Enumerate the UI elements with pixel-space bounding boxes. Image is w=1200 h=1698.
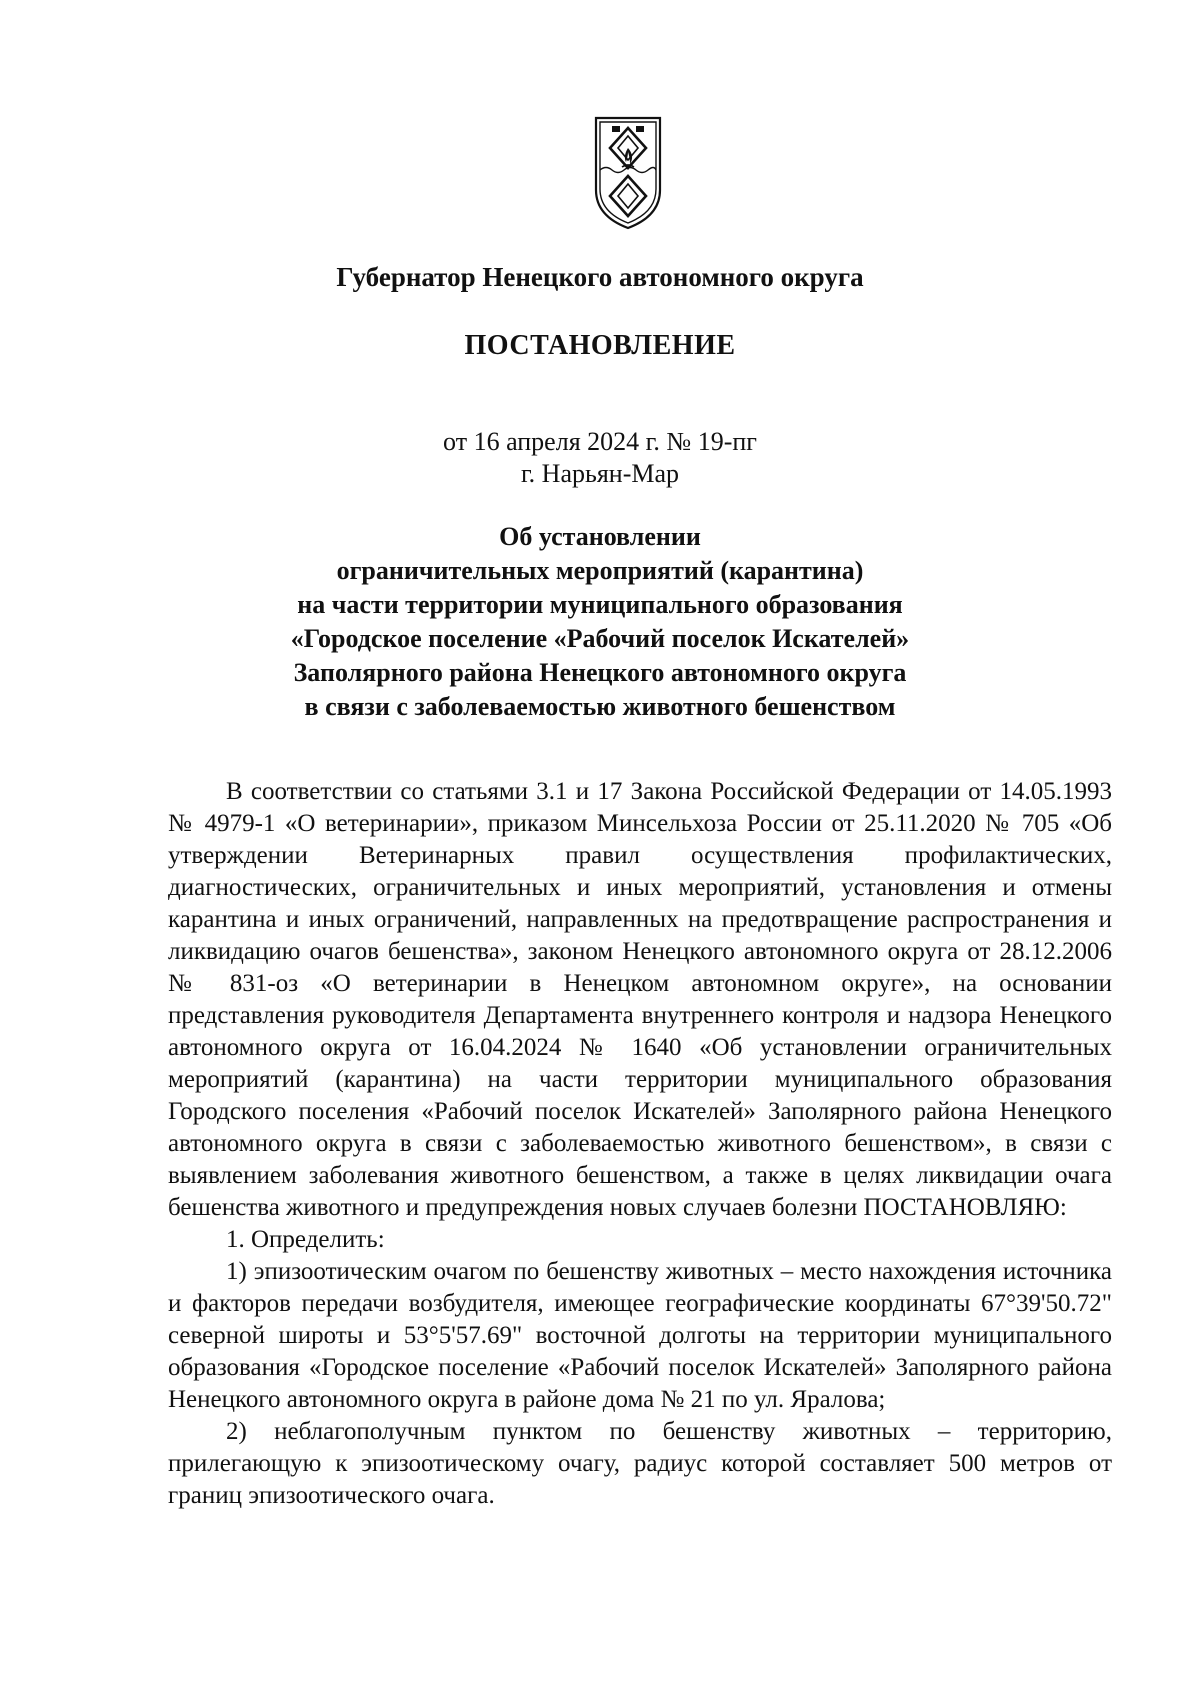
item-1-1: 1) эпизоотическим очагом по бешенству животных – место нахождения источника и факторов передачи возбудителя, имеющее географические координаты 67°39'50.72" северной широты и 53°5'57.69" восточной долготы на территории муниципального образования «Городское поселение «Рабочий поселок Искателей» Заполярного района Ненецкого автономного округа в районе дома № 21 по ул. Яралова; <box>168 1258 1112 1413</box>
item-1-2: 2) неблагополучным пунктом по бешенству животных – территорию, прилегающую к эпизоотическому очагу, радиус которой составляет 500 метров от границ эпизоотического очага. <box>168 1418 1112 1509</box>
title-line: в связи с заболеваемостью животного бешенством <box>304 692 896 721</box>
place: г. Нарьян-Мар <box>520 459 680 488</box>
document-title <box>0 520 1200 724</box>
preamble-paragraph: В соответствии со статьями 3.1 и 17 Закона Российской Федерации от 14.05.1993 № 4979-1 «О ветеринарии», приказом Минсельхоза России от 25.11.2020 № 705 «Об утверждении Ветеринарных правил осуществления профилактических, диагностических, ограничительных и иных мероприятий, установления и отмены карантина и иных ограничений, направленных на предотвращение распространения и ликвидацию очагов бешенства», законом Ненецкого автономного округа от 28.12.2006 № 831-оз «О ветеринарии в Ненецком автономном округе», на основании представления руководителя Департамента внутреннего контроля и надзора Ненецкого автономного округа от 16.04.2024 № 1640 «Об установлении ограничительных мероприятий (карантина) на части территории муниципального образования Городского поселения «Рабочий поселок Искателей» Заполярного района Ненецкого автономного округа в связи с заболеваемостью животного бешенством», в связи с выявлением заболевания животного бешенством, а также в целях ликвидации очага бешенства животного и предупреждения новых случаев болезни ПОСТАНОВЛЯЮ: <box>168 778 1112 1221</box>
document-type: ПОСТАНОВЛЕНИЕ <box>464 330 736 361</box>
title-line: «Городское поселение «Рабочий поселок Искателей» <box>290 624 910 653</box>
coat-of-arms-icon <box>592 112 664 232</box>
date-number: от 16 апреля 2024 г. № 19-пг <box>443 427 757 456</box>
title-line: Об установлении <box>499 522 701 551</box>
title-line: Заполярного района Ненецкого автономного округа <box>293 658 907 687</box>
item-1: 1. Определить: <box>226 1226 385 1253</box>
document-body <box>168 776 1112 1512</box>
title-line: на части территории муниципального образования <box>297 590 903 619</box>
date-place-block <box>0 426 1200 490</box>
issuer-heading: Губернатор Ненецкого автономного округа <box>336 262 864 292</box>
title-line: ограничительных мероприятий (карантина) <box>336 556 864 585</box>
